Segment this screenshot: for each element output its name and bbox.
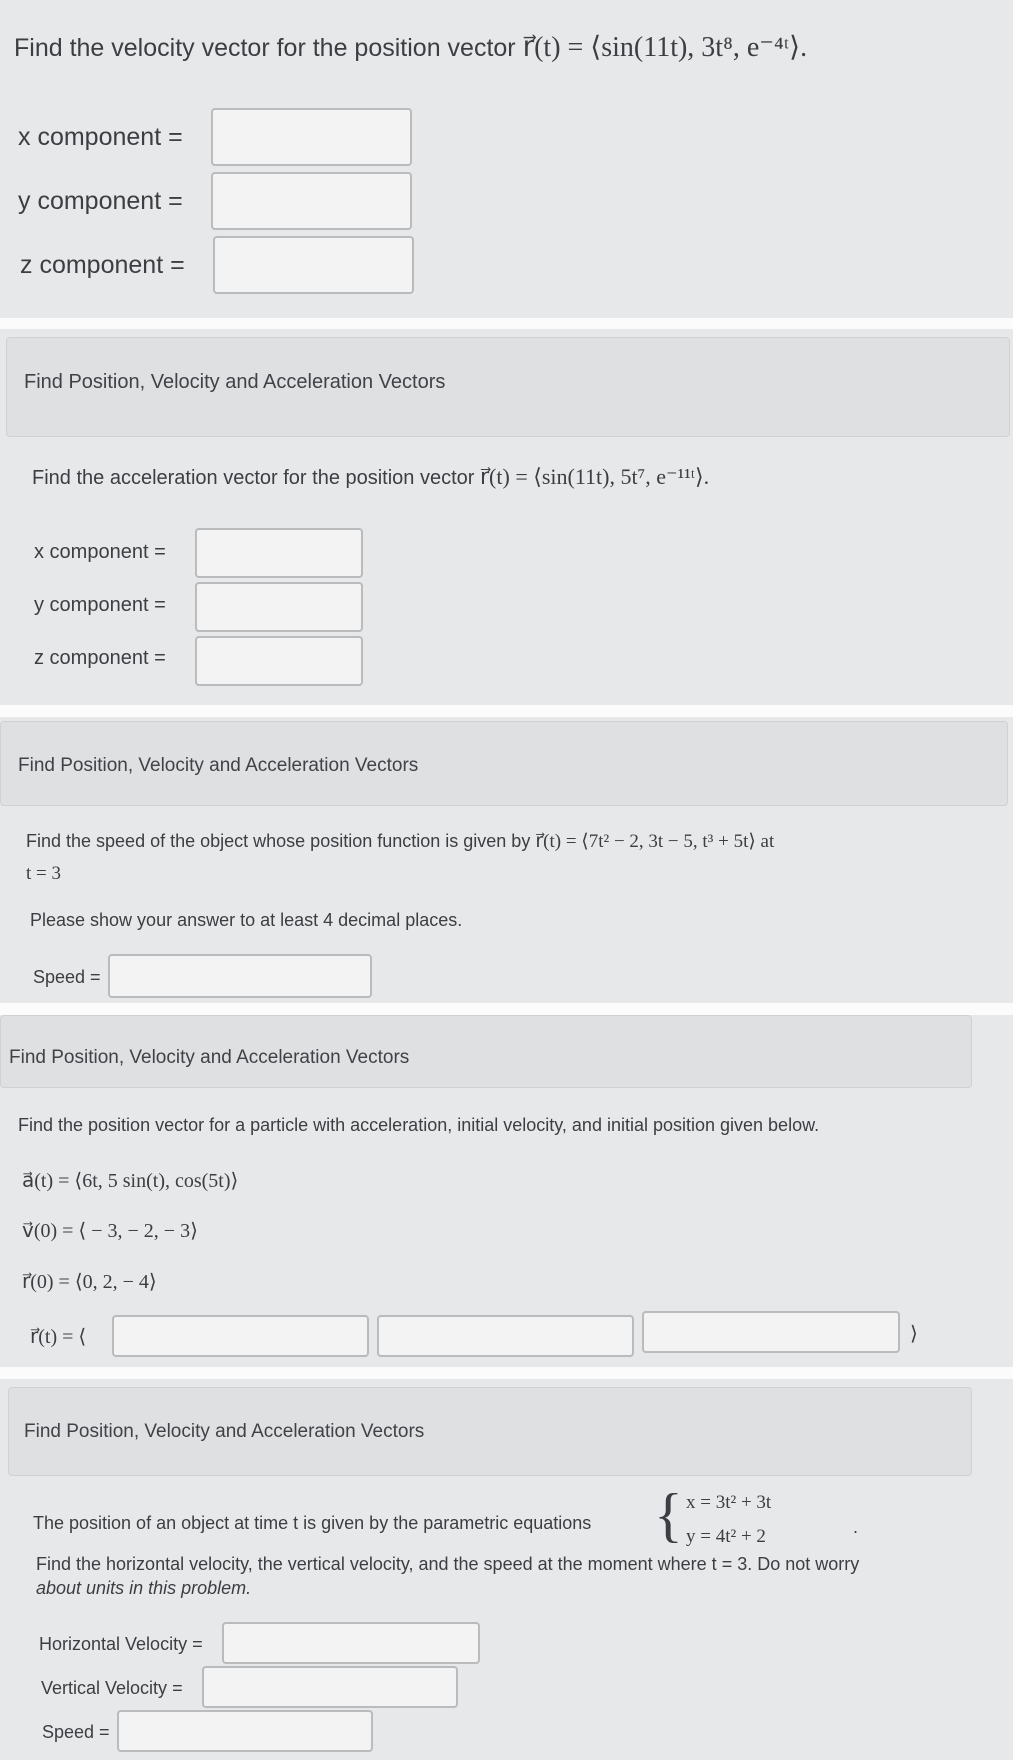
divider — [0, 1367, 1013, 1379]
q4-z-input[interactable] — [642, 1311, 900, 1353]
q1-prompt: Find the velocity vector for the position vector r⃗(t) = ⟨sin(11t), 3t⁸, e⁻⁴ᵗ⟩. — [14, 32, 808, 63]
question-2-panel — [0, 329, 1013, 705]
q5-prompt: The position of an object at time t is given by the parametric equations — [33, 1513, 592, 1533]
q4-close: ⟩ — [910, 1323, 918, 1345]
q1-vector: r⃗(t) = ⟨sin(11t), 3t⁸, e⁻⁴ᵗ⟩. — [522, 32, 808, 63]
q5-vertical-label: Vertical Velocity = — [41, 1678, 183, 1698]
q2-prompt: Find the acceleration vector for the position vector r⃗(t) = ⟨sin(11t), 5t⁷, e⁻¹¹ᵗ⟩. — [32, 464, 710, 489]
q5-prompt3: about units in this problem. — [36, 1578, 252, 1598]
divider — [0, 1003, 1013, 1015]
q2-y-label: y component = — [34, 594, 166, 616]
divider — [0, 318, 1013, 329]
q1-x-input[interactable] — [211, 108, 412, 166]
q5-speed-input[interactable] — [117, 1710, 373, 1752]
q2-x-label: x component = — [34, 541, 166, 563]
q5-eq-period: . — [853, 1517, 859, 1537]
q3-prompt: Find the speed of the object whose position function is given by r⃗(t) = ⟨7t² − 2, 3t − 5, t³ + 5t⟩ at — [26, 831, 775, 852]
q5-eq-y: y = 4t² + 2 — [686, 1526, 766, 1547]
q2-x-input[interactable] — [195, 528, 363, 578]
question-1-panel — [0, 0, 1013, 318]
divider — [0, 705, 1013, 717]
q5-horizontal-input[interactable] — [222, 1622, 480, 1664]
q1-x-label: x component = — [18, 123, 183, 151]
q4-x-input[interactable] — [112, 1315, 369, 1357]
q4-pos0: r⃗(0) = ⟨0, 2, − 4⟩ — [22, 1271, 157, 1293]
q1-y-label: y component = — [18, 187, 183, 215]
q5-header-title: Find Position, Velocity and Acceleration Vectors — [24, 1421, 425, 1442]
q4-vel0: v⃗(0) = ⟨ − 3, − 2, − 3⟩ — [22, 1220, 198, 1242]
q5-speed-label: Speed = — [42, 1722, 110, 1742]
q5-eq-x: x = 3t² + 3t — [686, 1492, 772, 1513]
q2-y-input[interactable] — [195, 582, 363, 632]
q3-speed-label: Speed = — [33, 967, 101, 987]
q3-header-title: Find Position, Velocity and Acceleration Vectors — [18, 755, 419, 776]
q3-vector: r⃗(t) = ⟨7t² − 2, 3t − 5, t³ + 5t⟩ at — [535, 831, 775, 852]
q1-y-input[interactable] — [211, 172, 412, 230]
q3-note: Please show your answer to at least 4 decimal places. — [30, 910, 463, 930]
q2-z-label: z component = — [34, 647, 166, 669]
q4-answer-label: r⃗(t) = ⟨ — [30, 1326, 87, 1348]
q1-z-input[interactable] — [213, 236, 414, 294]
question-3-panel — [0, 717, 1013, 1003]
q5-brace: { — [654, 1482, 683, 1548]
q4-header-title: Find Position, Velocity and Acceleration Vectors — [9, 1047, 410, 1068]
q4-prompt: Find the position vector for a particle with acceleration, initial velocity, and initial position given below. — [18, 1115, 820, 1135]
q3-speed-input[interactable] — [108, 954, 372, 998]
q4-accel: a⃗(t) = ⟨6t, 5 sin(t), cos(5t)⟩ — [22, 1170, 239, 1192]
q4-y-input[interactable] — [377, 1315, 634, 1357]
question-5-panel — [0, 1379, 1013, 1760]
q3-at: t = 3 — [26, 863, 61, 884]
q1-z-label: z component = — [20, 251, 185, 279]
q5-prompt2: Find the horizontal velocity, the vertical velocity, and the speed at the moment where t = 3. Do not worry — [36, 1554, 860, 1574]
q2-vector: r⃗(t) = ⟨sin(11t), 5t⁷, e⁻¹¹ᵗ⟩. — [480, 464, 710, 489]
q2-z-input[interactable] — [195, 636, 363, 686]
q5-horizontal-label: Horizontal Velocity = — [39, 1634, 203, 1654]
q5-vertical-input[interactable] — [202, 1666, 458, 1708]
q2-header-title: Find Position, Velocity and Acceleration Vectors — [24, 371, 446, 393]
question-4-panel — [0, 1015, 1013, 1367]
